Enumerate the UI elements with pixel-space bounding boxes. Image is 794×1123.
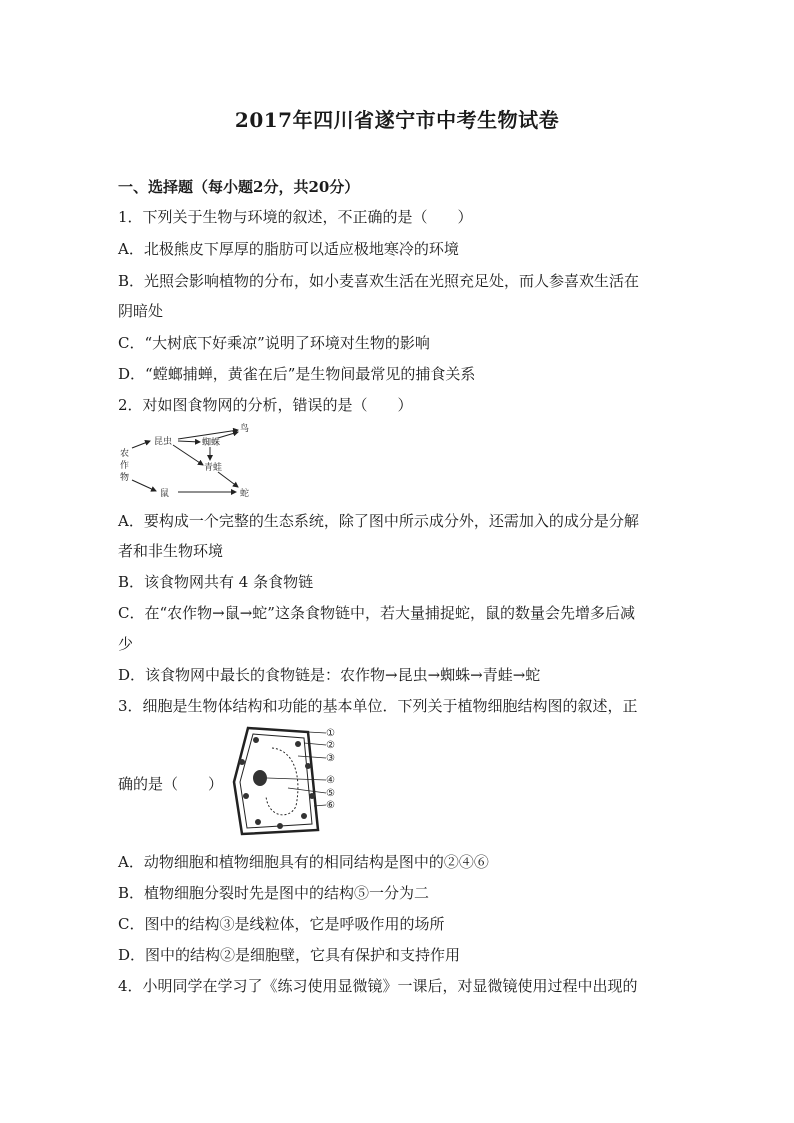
plant-cell-figure — [228, 726, 348, 838]
vacuole-outline — [266, 748, 298, 815]
q3-option-a: A．动物细胞和植物细胞具有的相同结构是图中的②④⑥ — [118, 853, 489, 871]
q2-option-c-cont: 少 — [118, 635, 134, 653]
q2-option-a: A．要构成一个完整的生态系统，除了图中所示成分外，还需加入的成分是分解 — [118, 512, 639, 530]
cell-label-5: ⑤ — [326, 788, 335, 799]
section-heading: 一、选择题（每小题2分，共20分） — [118, 178, 360, 196]
page-title: 2017年四川省遂宁市中考生物试卷 — [234, 108, 560, 132]
q2-option-d: D．该食物网中最长的食物链是：农作物→昆虫→蜘蛛→青蛙→蛇 — [118, 666, 541, 684]
q3-option-d: D．图中的结构②是细胞壁，它具有保护和支持作用 — [118, 946, 461, 964]
q2-option-a-cont: 者和非生物环境 — [118, 542, 224, 560]
q4-stem: 4．小明同学在学习了《练习使用显微镜》一课后，对显微镜使用过程中出现的 — [118, 977, 638, 995]
food-web-label-mouse: 鼠 — [160, 489, 170, 499]
food-web-figure — [118, 420, 258, 500]
q3-option-c: C．图中的结构③是线粒体，它是呼吸作用的场所 — [118, 915, 445, 933]
q1-stem: 1．下列关于生物与环境的叙述，不正确的是（ ） — [118, 208, 473, 226]
cell-label-1: ① — [326, 728, 335, 739]
q3-stem: 3．细胞是生物体结构和功能的基本单位．下列关于植物细胞结构图的叙述，正 — [118, 697, 638, 715]
arrow-crop-insect — [132, 441, 150, 448]
nucleus-shape — [253, 770, 267, 786]
food-web-label-bird: 鸟 — [240, 424, 250, 434]
food-web-label-crop3: 物 — [120, 473, 130, 483]
cell-membrane-outline — [240, 734, 312, 828]
food-web-label-spider: 蜘蛛 — [202, 438, 221, 448]
arrow-frog-snake — [218, 472, 238, 487]
q1-option-b-cont: 阴暗处 — [118, 302, 164, 320]
q2-option-b: B．该食物网共有 4 条食物链 — [118, 573, 314, 591]
q2-option-c: C．在“农作物→鼠→蛇”这条食物链中，若大量捕捉蛇，鼠的数量会先增多后减 — [118, 604, 635, 622]
q1-option-c: C．“大树底下好乘凉”说明了环境对生物的影响 — [118, 334, 430, 352]
q1-option-a: A．北极熊皮下厚厚的脂肪可以适应极地寒冷的环境 — [118, 240, 459, 258]
food-web-label-snake: 蛇 — [240, 489, 250, 499]
food-web-label-crop2: 作 — [120, 461, 130, 471]
q2-stem: 2．对如图食物网的分析，错误的是（ ） — [118, 396, 413, 414]
q1-option-b: B．光照会影响植物的分布，如小麦喜欢生活在光照充足处，而人参喜欢生活在 — [118, 272, 640, 290]
arrow-crop-mouse — [132, 480, 156, 491]
cell-label-4: ④ — [326, 775, 335, 786]
q3-stem-cont: 确的是（ ） — [118, 775, 224, 793]
cell-label-2: ② — [326, 740, 335, 751]
q3-option-b: B．植物细胞分裂时先是图中的结构⑤一分为二 — [118, 884, 430, 902]
arrow-insect-spider — [178, 441, 200, 442]
cell-label-3: ③ — [326, 753, 335, 764]
food-web-label-frog: 青蛙 — [204, 463, 223, 473]
food-web-label-insect: 昆虫 — [154, 437, 173, 447]
q1-option-d: D．“螳螂捕蝉，黄雀在后”是生物间最常见的捕食关系 — [118, 365, 476, 383]
food-web-label-crop1: 农 — [120, 449, 130, 459]
arrow-insect-frog — [173, 445, 203, 465]
cell-label-6: ⑥ — [326, 800, 335, 811]
